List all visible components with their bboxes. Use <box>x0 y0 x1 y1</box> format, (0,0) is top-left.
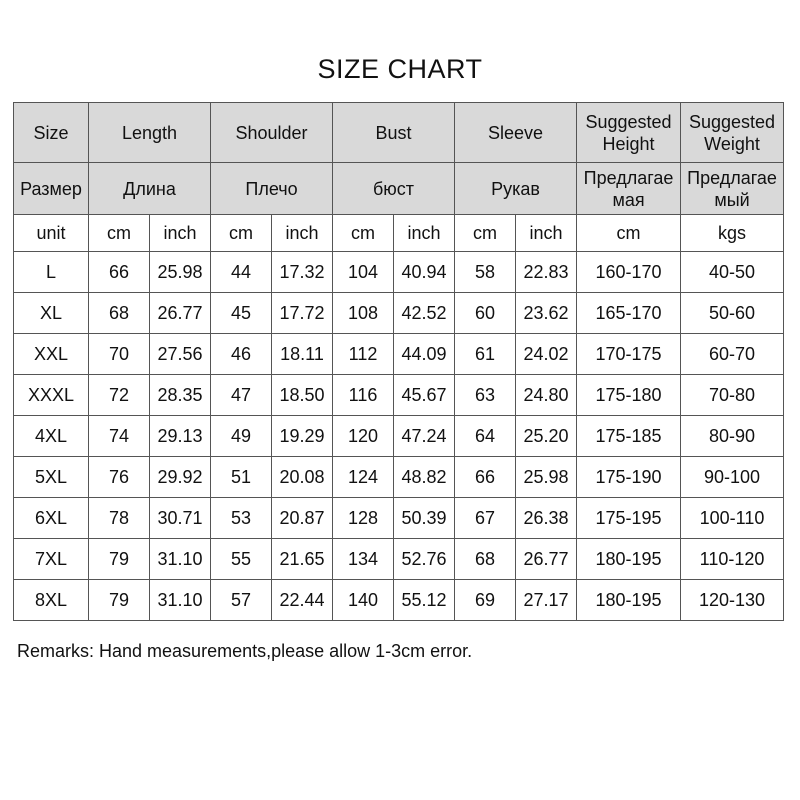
table-cell: 108 <box>333 293 394 334</box>
table-cell: 76 <box>89 457 150 498</box>
table-cell: 64 <box>455 416 516 457</box>
remarks-note: Remarks: Hand measurements,please allow 1-3cm error. <box>17 641 473 661</box>
table-cell: 74 <box>89 416 150 457</box>
table-cell: 26.77 <box>150 293 211 334</box>
header-cell: Рукав <box>455 163 577 215</box>
unit-row <box>14 215 784 252</box>
table-cell: 67 <box>455 498 516 539</box>
header-cell: Bust <box>333 103 455 163</box>
table-cell: 45.67 <box>394 375 455 416</box>
table-cell: 31.10 <box>150 580 211 621</box>
table-cell: 124 <box>333 457 394 498</box>
table-cell: 175-190 <box>577 457 681 498</box>
table-cell: 68 <box>455 539 516 580</box>
table-cell: 58 <box>455 252 516 293</box>
unit-cell: cm <box>455 215 516 252</box>
table-cell: 25.98 <box>516 457 577 498</box>
table-cell: 79 <box>89 539 150 580</box>
header-cell: Предлагае мая <box>577 163 681 215</box>
header-cell: бюст <box>333 163 455 215</box>
header-row-russian <box>14 163 784 215</box>
table-cell: 66 <box>89 252 150 293</box>
table-cell: 45 <box>211 293 272 334</box>
table-cell: 100-110 <box>681 498 784 539</box>
table-cell: 20.08 <box>272 457 333 498</box>
table-cell: 51 <box>211 457 272 498</box>
table-cell: 55 <box>211 539 272 580</box>
unit-cell: cm <box>577 215 681 252</box>
table-cell: 140 <box>333 580 394 621</box>
table-cell: 68 <box>89 293 150 334</box>
header-cell: Длина <box>89 163 211 215</box>
table-cell: 60 <box>455 293 516 334</box>
unit-cell: cm <box>211 215 272 252</box>
size-label-cell: XXXL <box>14 375 89 416</box>
table-cell: 170-175 <box>577 334 681 375</box>
table-cell: 128 <box>333 498 394 539</box>
table-cell: 112 <box>333 334 394 375</box>
table-cell: 47.24 <box>394 416 455 457</box>
header-cell: Suggested Weight <box>681 103 784 163</box>
table-cell: 25.20 <box>516 416 577 457</box>
table-cell: 47 <box>211 375 272 416</box>
table-cell: 20.87 <box>272 498 333 539</box>
table-cell: 46 <box>211 334 272 375</box>
table-cell: 29.13 <box>150 416 211 457</box>
table-cell: 23.62 <box>516 293 577 334</box>
size-label-cell: 5XL <box>14 457 89 498</box>
table-cell: 28.35 <box>150 375 211 416</box>
size-label-cell: XXL <box>14 334 89 375</box>
table-cell: 116 <box>333 375 394 416</box>
table-cell: 27.56 <box>150 334 211 375</box>
table-cell: 175-195 <box>577 498 681 539</box>
table-cell: 160-170 <box>577 252 681 293</box>
table-cell: 30.71 <box>150 498 211 539</box>
unit-cell: cm <box>89 215 150 252</box>
table-cell: 110-120 <box>681 539 784 580</box>
table-cell: 25.98 <box>150 252 211 293</box>
unit-cell: inch <box>516 215 577 252</box>
size-label-cell: L <box>14 252 89 293</box>
table-row <box>14 416 784 457</box>
table-cell: 180-195 <box>577 580 681 621</box>
table-cell: 175-185 <box>577 416 681 457</box>
table-cell: 40-50 <box>681 252 784 293</box>
table-cell: 18.11 <box>272 334 333 375</box>
table-cell: 40.94 <box>394 252 455 293</box>
header-row-english <box>14 103 784 163</box>
table-cell: 29.92 <box>150 457 211 498</box>
table-row <box>14 457 784 498</box>
table-cell: 165-170 <box>577 293 681 334</box>
unit-cell: unit <box>14 215 89 252</box>
table-row <box>14 580 784 621</box>
size-label-cell: 4XL <box>14 416 89 457</box>
table-cell: 49 <box>211 416 272 457</box>
table-cell: 70-80 <box>681 375 784 416</box>
table-cell: 22.83 <box>516 252 577 293</box>
table-cell: 18.50 <box>272 375 333 416</box>
table-cell: 42.52 <box>394 293 455 334</box>
table-cell: 104 <box>333 252 394 293</box>
table-cell: 44.09 <box>394 334 455 375</box>
table-row <box>14 498 784 539</box>
table-cell: 70 <box>89 334 150 375</box>
table-cell: 50-60 <box>681 293 784 334</box>
page-title: SIZE CHART <box>317 54 483 84</box>
table-cell: 80-90 <box>681 416 784 457</box>
size-chart-table <box>13 102 784 621</box>
header-cell: Sleeve <box>455 103 577 163</box>
unit-cell: kgs <box>681 215 784 252</box>
table-cell: 53 <box>211 498 272 539</box>
table-cell: 90-100 <box>681 457 784 498</box>
unit-cell: cm <box>333 215 394 252</box>
table-cell: 180-195 <box>577 539 681 580</box>
table-row <box>14 252 784 293</box>
table-cell: 17.32 <box>272 252 333 293</box>
table-cell: 26.77 <box>516 539 577 580</box>
table-cell: 79 <box>89 580 150 621</box>
table-cell: 27.17 <box>516 580 577 621</box>
header-cell: Length <box>89 103 211 163</box>
table-cell: 48.82 <box>394 457 455 498</box>
header-cell: Suggested Height <box>577 103 681 163</box>
table-cell: 134 <box>333 539 394 580</box>
table-cell: 175-180 <box>577 375 681 416</box>
header-cell: Размер <box>14 163 89 215</box>
unit-cell: inch <box>150 215 211 252</box>
table-cell: 21.65 <box>272 539 333 580</box>
table-cell: 26.38 <box>516 498 577 539</box>
header-cell: Предлагае мый <box>681 163 784 215</box>
table-cell: 72 <box>89 375 150 416</box>
table-cell: 60-70 <box>681 334 784 375</box>
table-cell: 52.76 <box>394 539 455 580</box>
table-cell: 57 <box>211 580 272 621</box>
table-cell: 44 <box>211 252 272 293</box>
table-cell: 61 <box>455 334 516 375</box>
size-label-cell: 8XL <box>14 580 89 621</box>
header-cell: Shoulder <box>211 103 333 163</box>
table-cell: 24.02 <box>516 334 577 375</box>
table-cell: 22.44 <box>272 580 333 621</box>
table-row <box>14 334 784 375</box>
size-label-cell: 7XL <box>14 539 89 580</box>
table-row <box>14 539 784 580</box>
table-cell: 24.80 <box>516 375 577 416</box>
table-row <box>14 375 784 416</box>
table-cell: 69 <box>455 580 516 621</box>
header-cell: Плечо <box>211 163 333 215</box>
table-cell: 66 <box>455 457 516 498</box>
table-cell: 17.72 <box>272 293 333 334</box>
header-cell: Size <box>14 103 89 163</box>
size-label-cell: XL <box>14 293 89 334</box>
table-cell: 63 <box>455 375 516 416</box>
table-cell: 120-130 <box>681 580 784 621</box>
table-cell: 50.39 <box>394 498 455 539</box>
unit-cell: inch <box>272 215 333 252</box>
table-cell: 78 <box>89 498 150 539</box>
table-cell: 31.10 <box>150 539 211 580</box>
table-cell: 120 <box>333 416 394 457</box>
table-cell: 19.29 <box>272 416 333 457</box>
unit-cell: inch <box>394 215 455 252</box>
table-cell: 55.12 <box>394 580 455 621</box>
table-row <box>14 293 784 334</box>
size-label-cell: 6XL <box>14 498 89 539</box>
